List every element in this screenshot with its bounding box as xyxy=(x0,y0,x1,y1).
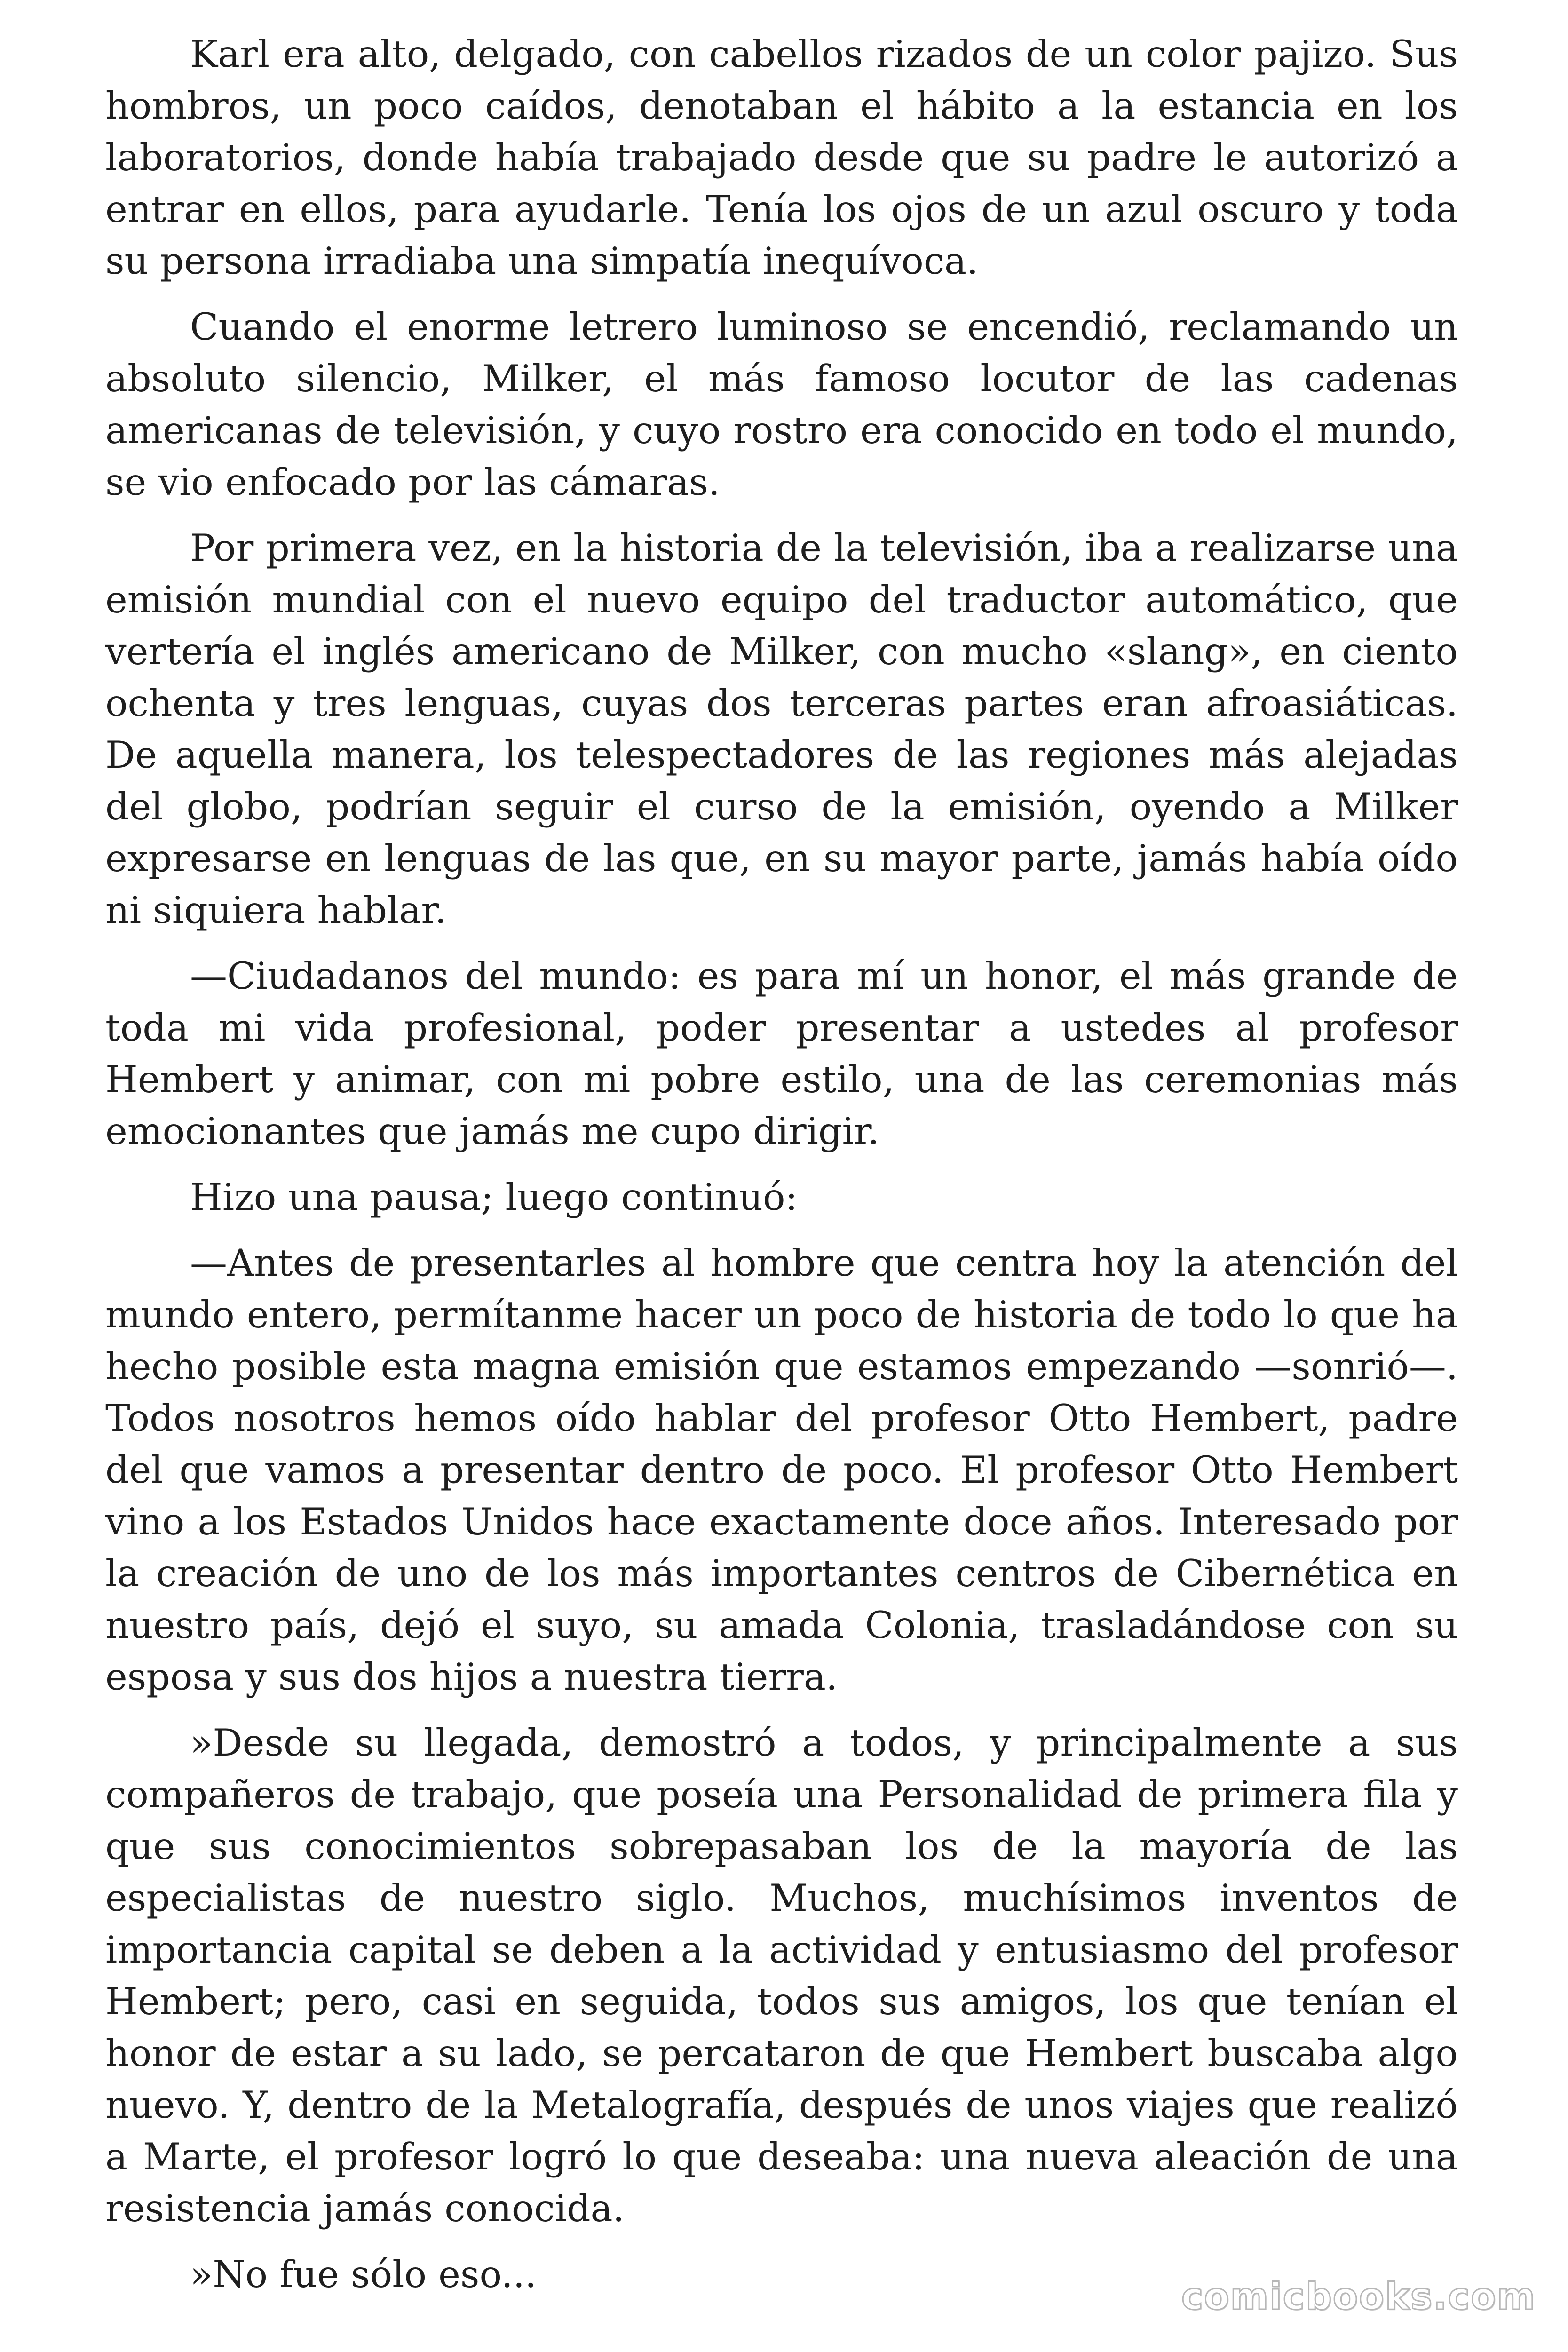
paragraph-7: »Desde su llegada, demostró a todos, y principalmente a sus compañeros de trabajo, que poseía una Personalidad de primera fila y que sus conocimientos sobrepasaban los de la mayoría de las especialistas de nuestro siglo. Muchos, muchísimos inventos de importancia capital se deben a la actividad y entusiasmo del profesor Hembert; pero, casi en seguida, todos sus amigos, los que tenían el honor de estar a su lado, se percataron de que Hembert buscaba algo nuevo. Y, dentro de la Metalografía, después de unos viajes que realizó a Marte, el profesor logró lo que deseaba: una nueva aleación de una resistencia jamás conocida. xyxy=(105,1721,1458,2230)
watermark: comicbooks.com xyxy=(1181,2276,1536,2318)
paragraph-6: —Antes de presentarles al hombre que centra hoy la atención del mundo entero, permítanme hacer un poco de historia de todo lo que ha hecho posible esta magna emisión que estamos empezando —sonrió—. Todos nosotros hemos oído hablar del profesor Otto Hembert, padre del que vamos a presentar dentro de poco. El profesor Otto Hembert vino a los Estados Unidos hace exactamente doce años. Interesado por la creación de uno de los más importantes centros de Cibernética en nuestro país, dejó el suyo, su amada Colonia, trasladándose con su esposa y sus dos hijos a nuestra tierra. xyxy=(105,1241,1458,1699)
paragraph-4: —Ciudadanos del mundo: es para mí un honor, el más grande de toda mi vida profesional, poder presentar a ustedes al profesor Hembert y animar, con mi pobre estilo, una de las ceremonias más emocionantes que jamás me cupo dirigir. xyxy=(105,954,1458,1153)
paragraph-3: Por primera vez, en la historia de la televisión, iba a realizarse una emisión mundial con el nuevo equipo del traductor automático, que vertería el inglés americano de Milker, con mucho «slang», en ciento ochenta y tres lenguas, cuyas dos terceras partes eran afroasiáticas. De aquella manera, los telespectadores de las regiones más alejadas del globo, podrían seguir el curso de la emisión, oyendo a Milker expresarse en lenguas de las que, en su mayor parte, jamás había oído ni siquiera hablar. xyxy=(105,526,1458,932)
paragraph-1: Karl era alto, delgado, con cabellos rizados de un color pajizo. Sus hombros, un poco caídos, denotaban el hábito a la estancia en los laboratorios, donde había trabajado desde que su padre le autorizó a entrar en ellos, para ayudarle. Tenía los ojos de un azul oscuro y toda su persona irradiaba una simpatía inequívoca. xyxy=(105,32,1458,283)
paragraph-2: Cuando el enorme letrero luminoso se encendió, reclamando un absoluto silencio, Milker, el más famoso locutor de las cadenas americanas de televisión, y cuyo rostro era conocido en todo el mundo, se vio enfocado por las cámaras. xyxy=(105,305,1458,504)
page-body xyxy=(105,28,1458,2314)
paragraph-8: »No fue sólo eso... xyxy=(190,2253,537,2296)
paragraph-5: Hizo una pausa; luego continuó: xyxy=(190,1176,798,1219)
